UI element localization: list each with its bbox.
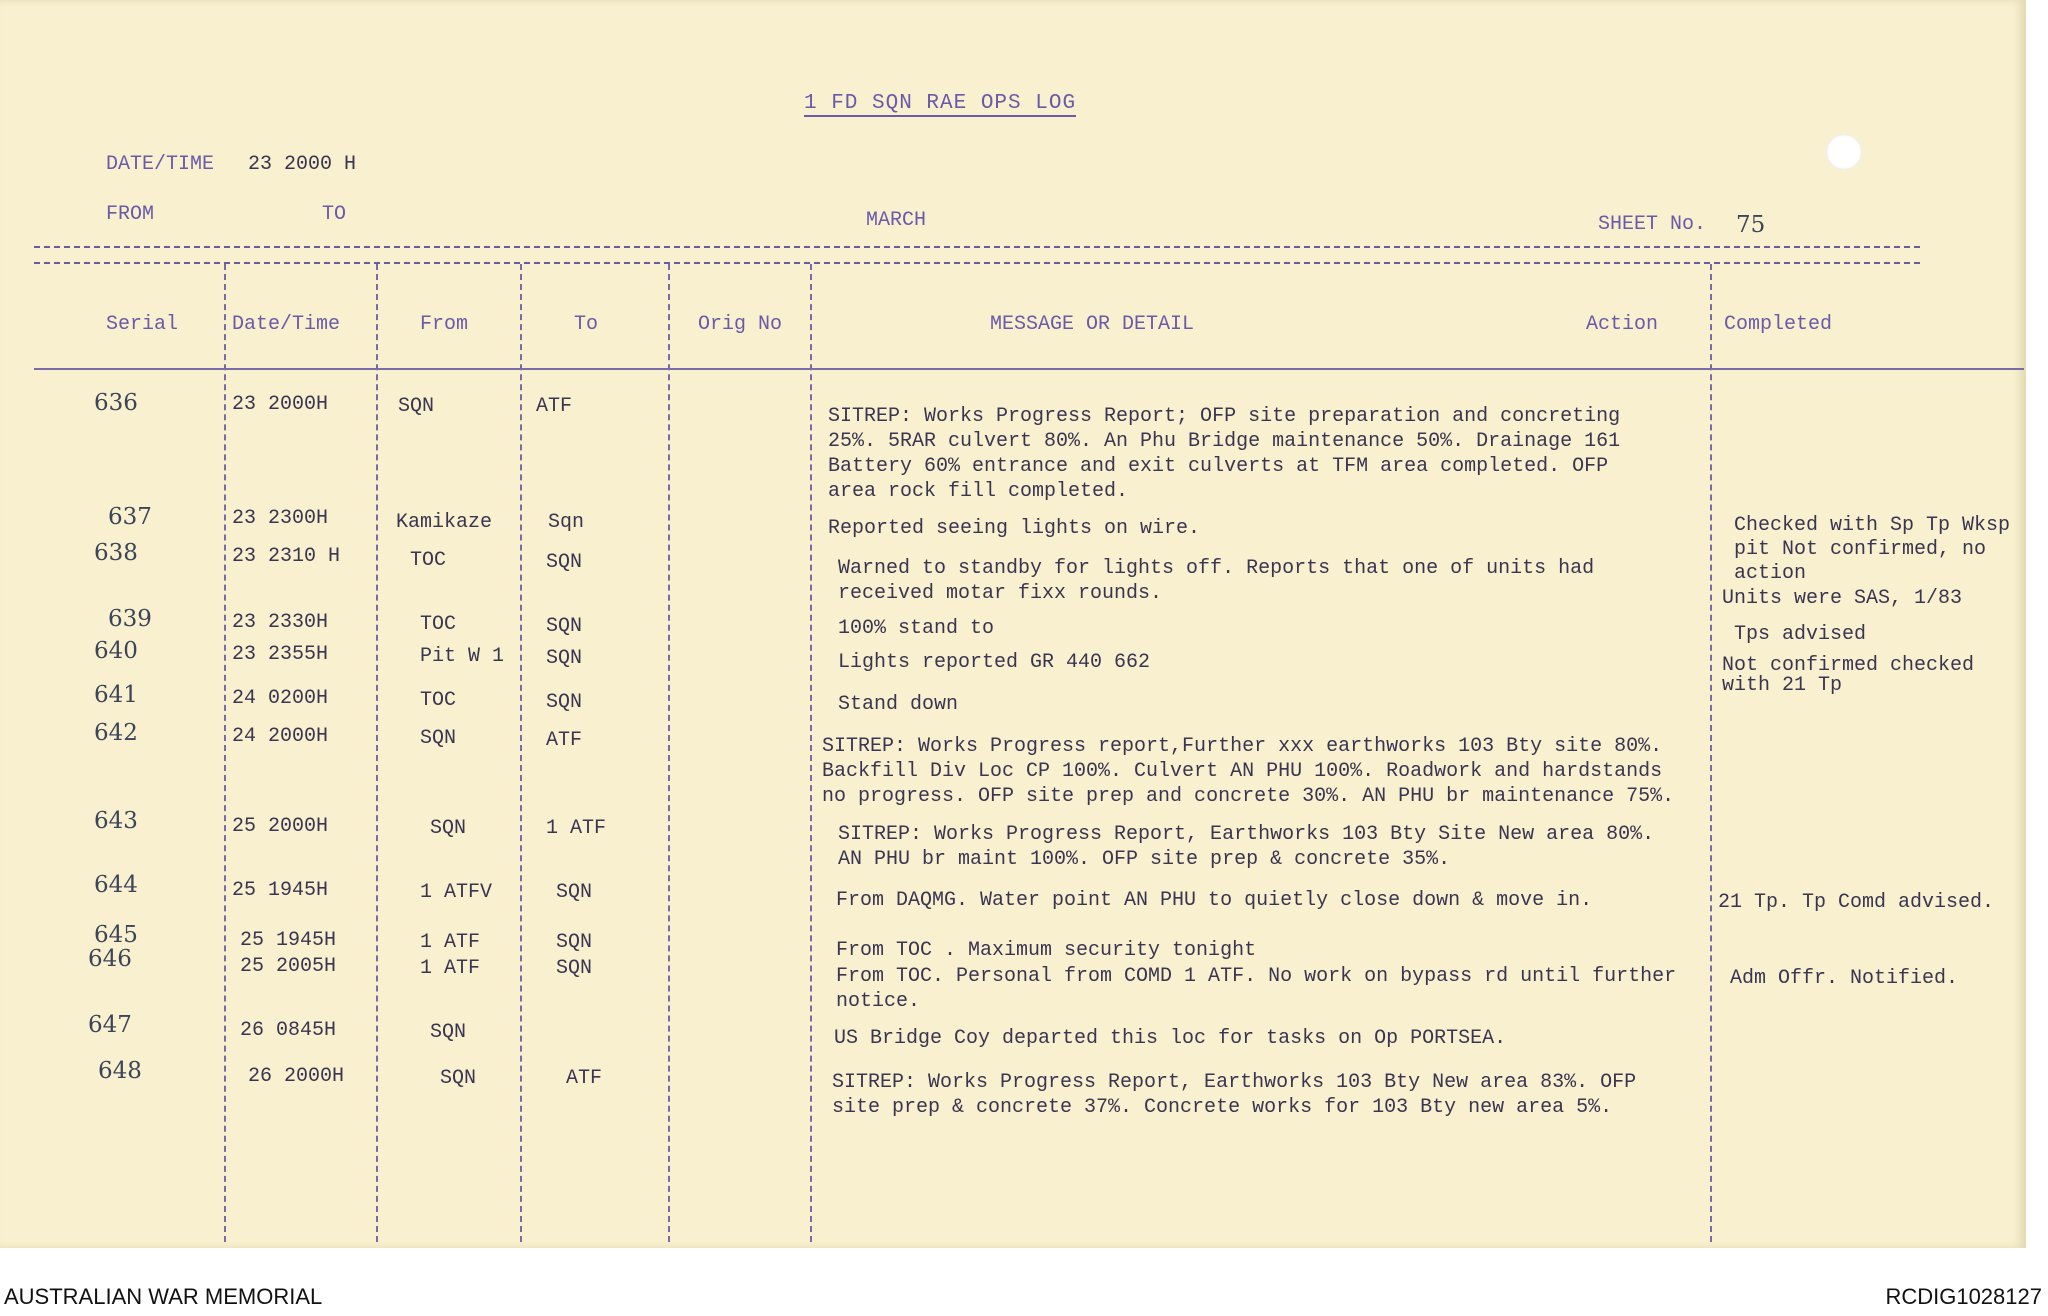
- row-from: TOC: [410, 549, 447, 572]
- row-to: SQN: [556, 881, 593, 904]
- date-time-value: 23 2000 H: [248, 153, 357, 176]
- row-serial: 639: [108, 606, 152, 632]
- row-from: 1 ATF: [420, 931, 481, 954]
- row-serial: 643: [94, 808, 138, 834]
- row-datetime: 23 2310 H: [232, 545, 341, 568]
- row-completed: Checked with Sp Tp Wksp pit Not confirmed, no action: [1734, 514, 2011, 585]
- row-from: TOC: [420, 689, 457, 712]
- row-datetime: 24 2000H: [232, 725, 329, 748]
- row-datetime: 24 0200H: [232, 687, 329, 710]
- from-label: FROM: [106, 203, 155, 226]
- row-message: US Bridge Coy departed this loc for tasks on Op PORTSEA.: [834, 1027, 1507, 1050]
- row-to: SQN: [556, 957, 593, 980]
- header-to: To: [574, 313, 599, 336]
- punch-hole: [1826, 134, 1862, 170]
- row-datetime: 26 2000H: [248, 1065, 345, 1088]
- footer-institution: AUSTRALIAN WAR MEMORIAL: [4, 1284, 323, 1309]
- row-serial: 648: [98, 1058, 142, 1084]
- row-message: Stand down: [838, 693, 959, 716]
- row-message: Lights reported GR 440 662: [838, 651, 1151, 674]
- row-message: From TOC . Maximum security tonight: [836, 939, 1257, 962]
- row-datetime: 25 1945H: [232, 879, 329, 902]
- rule-top-2: [34, 262, 1920, 264]
- col-divider-2: [376, 264, 378, 1242]
- header-orig-no: Orig No: [698, 313, 783, 336]
- row-message: From DAQMG. Water point AN PHU to quietly close down & move in.: [836, 889, 1593, 912]
- row-serial: 644: [94, 872, 138, 898]
- row-message: SITREP: Works Progress Report, Earthworks 103 Bty Site New area 80%. AN PHU br maint 100%. OFP site prep & concrete 35%.: [838, 823, 1655, 871]
- row-to: SQN: [556, 931, 593, 954]
- row-message: Warned to standby for lights off. Reports that one of units had received motar fixx rounds.: [838, 557, 1595, 605]
- row-from: 1 ATF: [420, 957, 481, 980]
- header-action: Action: [1586, 313, 1659, 336]
- row-datetime: 25 2005H: [240, 955, 337, 978]
- row-from: SQN: [440, 1067, 477, 1090]
- col-divider-4: [668, 264, 670, 1242]
- row-to: Sqn: [548, 511, 585, 534]
- row-message: SITREP: Works Progress report,Further xxx earthworks 103 Bty site 80%. Backfill Div Loc CP 100%. Culvert AN PHU 100%. Roadwork and hardstands no progress. OFP site prep and concrete 30%. AN PHU br maintenance 75%.: [822, 735, 1675, 808]
- row-to: ATF: [546, 729, 583, 752]
- row-serial: 646: [88, 946, 132, 972]
- row-completed: Units were SAS, 1/83: [1722, 587, 1963, 610]
- row-from: SQN: [398, 395, 435, 418]
- row-datetime: 23 2330H: [232, 611, 329, 634]
- sheet-label: SHEET No.: [1598, 213, 1707, 236]
- row-serial: 637: [108, 504, 152, 530]
- header-from: From: [420, 313, 469, 336]
- row-to: 1 ATF: [546, 817, 607, 840]
- rule-top-1: [34, 246, 1920, 248]
- row-datetime: 25 2000H: [232, 815, 329, 838]
- row-serial: 636: [94, 390, 138, 416]
- col-divider-6: [1710, 264, 1712, 1242]
- sheet-number: 75: [1736, 212, 1766, 238]
- row-completed: Not confirmed checked with 21 Tp: [1722, 654, 1975, 697]
- row-completed: Tps advised: [1734, 623, 1867, 646]
- row-to: ATF: [566, 1067, 603, 1090]
- row-completed: Adm Offr. Notified.: [1730, 967, 1959, 990]
- header-completed: Completed: [1724, 313, 1833, 336]
- header-message: MESSAGE OR DETAIL: [990, 313, 1195, 336]
- month-label: MARCH: [866, 209, 927, 232]
- row-from: SQN: [420, 727, 457, 750]
- row-to: ATF: [536, 395, 573, 418]
- row-datetime: 26 0845H: [240, 1019, 337, 1042]
- row-message: SITREP: Works Progress Report, Earthworks 103 Bty New area 83%. OFP site prep & concrete 37%. Concrete works for 103 Bty new area 5%.: [832, 1071, 1637, 1119]
- document-title: 1 FD SQN RAE OPS LOG: [804, 92, 1077, 115]
- row-serial: 642: [94, 720, 138, 746]
- col-divider-5: [810, 264, 812, 1242]
- row-datetime: 23 2355H: [232, 643, 329, 666]
- row-serial: 647: [88, 1012, 132, 1038]
- header-date-time: Date/Time: [232, 313, 341, 336]
- col-divider-3: [520, 264, 522, 1242]
- row-to: SQN: [546, 551, 583, 574]
- row-serial: 638: [94, 540, 138, 566]
- row-serial: 645: [94, 922, 138, 948]
- row-from: Pit W 1: [420, 645, 505, 668]
- row-serial: 641: [94, 682, 138, 708]
- row-datetime: 23 2300H: [232, 507, 329, 530]
- row-to: SQN: [546, 691, 583, 714]
- row-message: Reported seeing lights on wire.: [828, 517, 1201, 540]
- row-completed: 21 Tp. Tp Comd advised.: [1718, 891, 1995, 914]
- date-time-label: DATE/TIME: [106, 153, 215, 176]
- footer-catalog-id: RCDIG1028127: [1885, 1284, 2042, 1309]
- rule-header-bottom: [34, 368, 2024, 370]
- row-message: SITREP: Works Progress Report; OFP site preparation and concreting 25%. 5RAR culvert 80%. An Phu Bridge maintenance 50%. Drainage 161 Battery 60% entrance and exit culverts at TFM area completed. OFP area rock fill completed.: [828, 405, 1621, 503]
- row-from: SQN: [430, 1021, 467, 1044]
- row-to: SQN: [546, 647, 583, 670]
- to-label: TO: [322, 203, 347, 226]
- row-message: From TOC. Personal from COMD 1 ATF. No work on bypass rd until further notice.: [836, 965, 1677, 1013]
- col-divider-1: [224, 264, 226, 1242]
- row-from: SQN: [430, 817, 467, 840]
- row-from: 1 ATFV: [420, 881, 493, 904]
- row-to: SQN: [546, 615, 583, 638]
- row-from: TOC: [420, 613, 457, 636]
- row-message: 100% stand to: [838, 617, 995, 640]
- row-serial: 640: [94, 638, 138, 664]
- row-datetime: 23 2000H: [232, 393, 329, 416]
- row-from: Kamikaze: [396, 511, 493, 534]
- row-datetime: 25 1945H: [240, 929, 337, 952]
- header-serial: Serial: [106, 313, 179, 336]
